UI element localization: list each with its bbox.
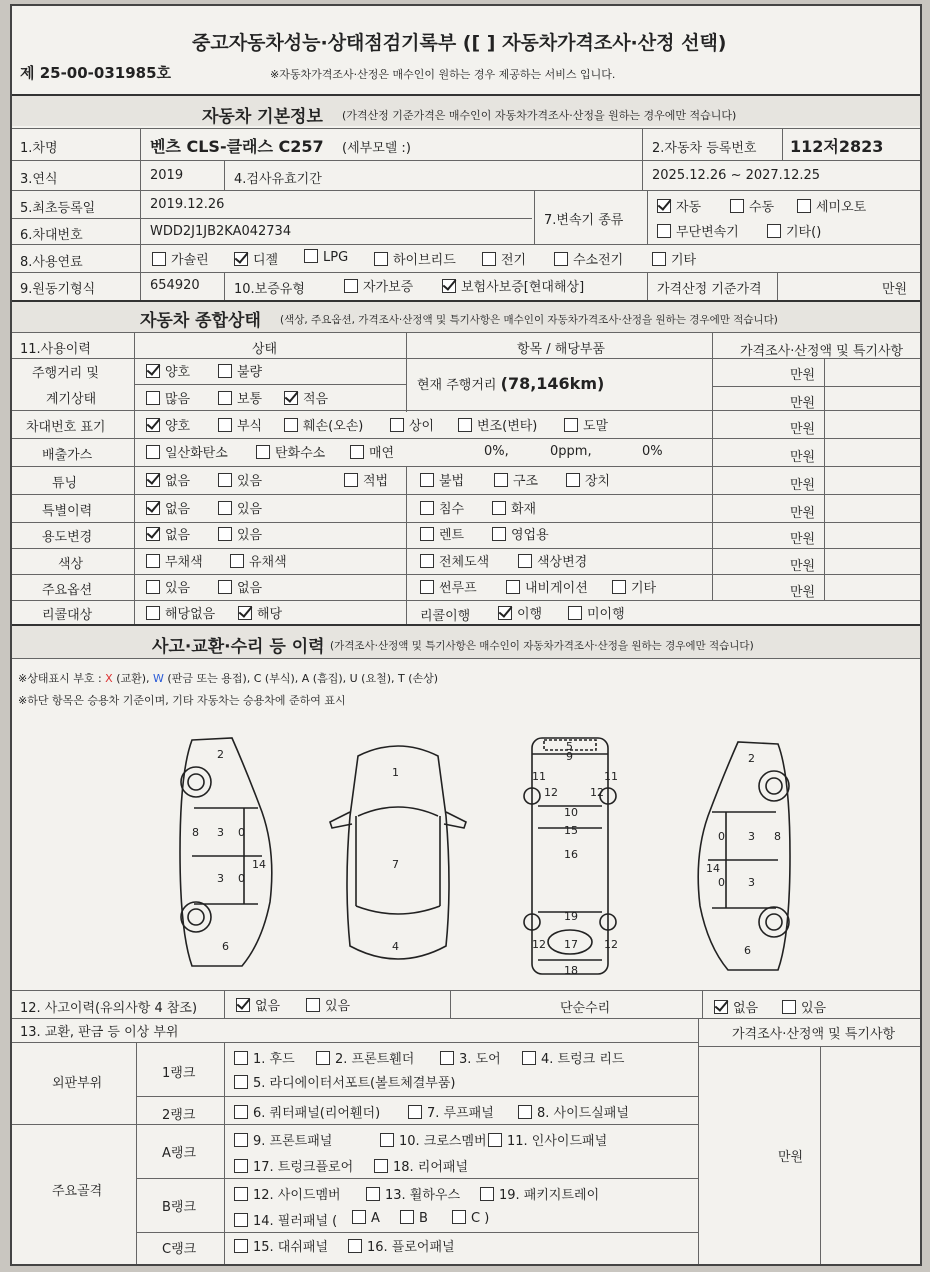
fuel-label: 8.사용연료 — [20, 255, 83, 270]
doc-number: 제 25-00-031985호 — [20, 64, 172, 82]
rB-pillar[interactable]: 14. 필러패널 ( — [234, 1210, 337, 1229]
svg-text:3: 3 — [217, 872, 224, 885]
recall-done-label: 리콜이행 — [420, 609, 471, 624]
mileage-good[interactable]: 양호 — [146, 361, 190, 380]
fuel-hydrogen[interactable]: 수소전기 — [554, 249, 623, 268]
car-top-diagram — [328, 736, 468, 972]
rB-pillar-a[interactable]: A — [352, 1210, 380, 1226]
abnormal-price-label: 가격조사·산정액 및 특기사항 — [732, 1027, 896, 1042]
car-right-side-diagram — [688, 736, 798, 976]
svg-text:12: 12 — [604, 938, 618, 951]
emission-co[interactable]: 일산화탄소 — [146, 442, 228, 461]
overall-title: 자동차 종합상태 — [140, 311, 261, 331]
svg-text:0: 0 — [238, 826, 245, 839]
svg-text:14: 14 — [252, 858, 266, 871]
price-unit-1: 만원 — [790, 368, 816, 383]
row-usage-label: 용도변경 — [42, 530, 93, 545]
svg-text:9: 9 — [566, 750, 573, 763]
color-change[interactable]: 색상변경 — [518, 551, 587, 570]
vin-damaged[interactable]: 훼손(오손) — [284, 415, 363, 434]
svg-text:12: 12 — [532, 938, 546, 951]
trans-semi[interactable]: 세미오토 — [797, 196, 866, 215]
reg-label: 2.자동차 등록번호 — [652, 141, 757, 156]
gauge-normal[interactable]: 보통 — [218, 388, 262, 407]
row-gauge-label: 계기상태 — [46, 392, 97, 407]
options-etc[interactable]: 기타 — [612, 577, 656, 596]
rB-pillar-c[interactable]: C ) — [452, 1210, 489, 1226]
abnormal-price-unit: 만원 — [778, 1150, 804, 1165]
rA-inside-panel[interactable]: 11. 인사이드패널 — [488, 1130, 607, 1149]
rA-rear-panel[interactable]: 18. 리어패널 — [374, 1156, 468, 1175]
rA-cross-member[interactable]: 10. 크로스멤버 — [380, 1130, 487, 1149]
gauge-few[interactable]: 적음 — [284, 388, 328, 407]
usage-business[interactable]: 영업용 — [492, 524, 549, 543]
svg-text:0: 0 — [718, 876, 725, 889]
r1-door[interactable]: 3. 도어 — [440, 1048, 501, 1067]
svg-text:14: 14 — [706, 862, 720, 875]
simple-yes[interactable]: 있음 — [782, 997, 826, 1016]
svg-text:19: 19 — [564, 910, 578, 923]
first-reg-value: 2019.12.26 — [150, 197, 225, 212]
rank2-label: 2랭크 — [162, 1108, 196, 1123]
rankC-label: C랭크 — [162, 1242, 197, 1257]
accident-title: 사고·교환·수리 등 이력 — [152, 637, 325, 657]
vin-mismatch[interactable]: 상이 — [390, 415, 434, 434]
emission-smoke[interactable]: 매연 — [350, 442, 394, 461]
svg-text:12: 12 — [544, 786, 558, 799]
rB-package-tray[interactable]: 19. 패키지트레이 — [480, 1184, 599, 1203]
col-item: 항목 / 해당부품 — [517, 342, 605, 357]
tuning-legal[interactable]: 적법 — [344, 470, 388, 489]
simple-none[interactable]: 없음 — [714, 997, 758, 1016]
rB-pillar-b[interactable]: B — [400, 1210, 428, 1226]
trans-auto[interactable]: 자동 — [657, 196, 701, 215]
price-unit-5: 만원 — [790, 478, 816, 493]
abnormal-label: 13. 교환, 판금 등 이상 부위 — [20, 1025, 179, 1040]
rC-floor-panel[interactable]: 16. 플로어패널 — [348, 1236, 455, 1255]
basic-title: 자동차 기본정보 — [202, 107, 323, 127]
recall-not-done[interactable]: 미이행 — [568, 603, 625, 622]
year-label: 3.연식 — [20, 172, 58, 187]
svg-text:10: 10 — [564, 806, 578, 819]
accident-note: (가격조사·산정액 및 특기사항은 매수인이 자동차가격조사·산정을 원하는 경우에만 적습니다) — [330, 640, 754, 652]
main-frame-label: 주요골격 — [52, 1184, 103, 1199]
rankB-label: B랭크 — [162, 1200, 197, 1215]
emission-hc[interactable]: 탄화수소 — [256, 442, 325, 461]
fuel-hybrid[interactable]: 하이브리드 — [374, 249, 456, 268]
model-sub: (세부모델 :) — [342, 141, 411, 156]
color-achromatic[interactable]: 무채색 — [146, 551, 203, 570]
price-unit-2: 만원 — [790, 396, 816, 411]
price-unit-7: 만원 — [790, 532, 816, 547]
special-none[interactable]: 없음 — [146, 498, 190, 517]
service-notice: ※자동차가격조사·산정은 매수인이 원하는 경우 제공하는 서비스 입니다. — [270, 68, 616, 81]
hist-yes[interactable]: 있음 — [306, 995, 350, 1014]
tuning-yes[interactable]: 있음 — [218, 470, 262, 489]
col-history: 11.사용이력 — [20, 342, 91, 357]
svg-text:16: 16 — [564, 848, 578, 861]
engine-label: 9.원동기형식 — [20, 282, 96, 297]
row-mileage-label: 주행거리 및 — [32, 366, 99, 381]
tuning-structure[interactable]: 구조 — [494, 470, 538, 489]
r1-hood[interactable]: 1. 후드 — [234, 1048, 295, 1067]
legend-line2: ※하단 항목은 승용차 기준이며, 기타 자동차는 승용차에 준하여 표시 — [18, 694, 346, 707]
col-state: 상태 — [252, 342, 278, 357]
vin-altered[interactable]: 변조(변타) — [458, 415, 537, 434]
row-color-label: 색상 — [58, 557, 84, 572]
tuning-device[interactable]: 장치 — [566, 470, 610, 489]
legend-line1: ※상태표시 부호 : X (교환), W (판금 또는 용접), C (부식), A (흠집), U (요철), T (손상) — [18, 672, 439, 685]
trans-cvt[interactable]: 무단변속기 — [657, 221, 739, 240]
model-value: 벤츠 CLS-클래스 C257 — [150, 137, 324, 156]
emission-co-value: 0%, — [484, 444, 509, 459]
row-options-label: 주요옵션 — [42, 583, 93, 598]
vin-painted[interactable]: 도말 — [564, 415, 608, 434]
usage-yes[interactable]: 있음 — [218, 524, 262, 543]
form-title: 중고자동차성능·상태점검기록부 ([ ] 자동차가격조사·산정 선택) — [192, 32, 727, 54]
svg-text:4: 4 — [392, 940, 399, 953]
recall-na[interactable]: 해당없음 — [146, 603, 215, 622]
car-frame-diagram — [518, 736, 622, 976]
price-unit: 만원 — [882, 282, 908, 297]
options-yes[interactable]: 있음 — [146, 577, 190, 596]
engine-value: 654920 — [150, 278, 200, 293]
options-no[interactable]: 없음 — [218, 577, 262, 596]
emission-hc-value: 0ppm, — [550, 444, 592, 459]
row-recall-label: 리콜대상 — [42, 608, 93, 623]
vin-label: 6.차대번호 — [20, 228, 83, 243]
svg-text:11: 11 — [604, 770, 618, 783]
rC-dash-panel[interactable]: 15. 대쉬패널 — [234, 1236, 328, 1255]
trans-etc[interactable]: 기타() — [767, 221, 821, 240]
basic-note: (가격산정 기준가격은 매수인이 자동차가격조사·산정을 원하는 경우에만 적습니다) — [342, 109, 737, 122]
svg-text:2: 2 — [217, 748, 224, 761]
trans-manual[interactable]: 수동 — [730, 196, 774, 215]
options-navi[interactable]: 내비게이션 — [506, 577, 588, 596]
gauge-many[interactable]: 많음 — [146, 388, 190, 407]
svg-text:6: 6 — [744, 944, 751, 957]
warranty-label: 10.보증유형 — [234, 282, 305, 297]
svg-text:6: 6 — [222, 940, 229, 953]
svg-text:3: 3 — [748, 876, 755, 889]
special-fire[interactable]: 화재 — [492, 498, 536, 517]
tuning-illegal[interactable]: 불법 — [420, 470, 464, 489]
price-unit-9: 만원 — [790, 585, 816, 600]
outer-panel-label: 외판부위 — [52, 1076, 103, 1091]
vin-value: WDD2J1JB2KA042734 — [150, 224, 292, 239]
mileage-bad[interactable]: 불량 — [218, 361, 262, 380]
rank1-label: 1랭크 — [162, 1066, 196, 1081]
svg-text:11: 11 — [532, 770, 546, 783]
vin-corrosion[interactable]: 부식 — [218, 415, 262, 434]
car-left-side-diagram — [172, 732, 282, 972]
price-unit-3: 만원 — [790, 422, 816, 437]
svg-text:1: 1 — [392, 766, 399, 779]
vin-good[interactable]: 양호 — [146, 415, 190, 434]
svg-text:12: 12 — [590, 786, 604, 799]
warranty-insurance[interactable]: 보험사보증[현대해상] — [442, 276, 584, 295]
r2-quarter[interactable]: 6. 쿼터패널(리어휀더) — [234, 1102, 380, 1121]
color-full-paint[interactable]: 전체도색 — [420, 551, 489, 570]
svg-text:18: 18 — [564, 964, 578, 976]
model-label: 1.차명 — [20, 141, 58, 156]
svg-text:3: 3 — [748, 830, 755, 843]
svg-text:8: 8 — [774, 830, 781, 843]
row-vin-label: 차대번호 표기 — [26, 420, 106, 435]
options-sunroof[interactable]: 썬루프 — [420, 577, 477, 596]
price-unit-6: 만원 — [790, 506, 816, 521]
special-yes[interactable]: 있음 — [218, 498, 262, 517]
fuel-electric[interactable]: 전기 — [482, 249, 526, 268]
r1-fender[interactable]: 2. 프론트휀더 — [316, 1048, 414, 1067]
rB-wheel-house[interactable]: 13. 휠하우스 — [366, 1184, 460, 1203]
row-tuning-label: 튜닝 — [52, 476, 78, 491]
first-reg-label: 5.최초등록일 — [20, 201, 96, 216]
trans-label: 7.변속기 종류 — [544, 213, 624, 228]
svg-text:0: 0 — [718, 830, 725, 843]
mileage-current: 현재 주행거리 (78,146km) — [417, 374, 605, 393]
svg-text:8: 8 — [192, 826, 199, 839]
svg-text:17: 17 — [564, 938, 578, 951]
fuel-etc[interactable]: 기타 — [652, 249, 696, 268]
price-unit-4: 만원 — [790, 450, 816, 465]
svg-text:5: 5 — [566, 740, 573, 753]
reg-value: 112저2823 — [790, 137, 884, 156]
hist-none[interactable]: 없음 — [236, 995, 280, 1014]
inspection-form — [10, 4, 922, 1266]
fuel-gasoline[interactable]: 가솔린 — [152, 249, 209, 268]
r2-roof[interactable]: 7. 루프패널 — [408, 1102, 494, 1121]
fuel-diesel[interactable]: 디젤 — [234, 249, 278, 268]
rA-front-panel[interactable]: 9. 프론트패널 — [234, 1130, 332, 1149]
hist-label: 12. 사고이력(유의사항 4 참조) — [20, 1001, 198, 1016]
usage-none[interactable]: 없음 — [146, 524, 190, 543]
svg-text:2: 2 — [748, 752, 755, 765]
tuning-none[interactable]: 없음 — [146, 470, 190, 489]
svg-text:15: 15 — [564, 824, 578, 837]
special-flood[interactable]: 침수 — [420, 498, 464, 517]
r1-trunk[interactable]: 4. 트렁크 리드 — [522, 1048, 624, 1067]
rankA-label: A랭크 — [162, 1146, 197, 1161]
overall-note: (색상, 주요옵션, 가격조사·산정액 및 특기사항은 매수인이 자동차가격조사·산정을 원하는 경우에만 적습니다) — [280, 314, 778, 326]
warranty-self[interactable]: 자가보증 — [344, 276, 413, 295]
price-label: 가격산정 기준가격 — [657, 282, 762, 297]
rB-side-member[interactable]: 12. 사이드멤버 — [234, 1184, 341, 1203]
svg-text:7: 7 — [392, 858, 399, 871]
usage-rent[interactable]: 렌트 — [420, 524, 464, 543]
fuel-lpg[interactable]: LPG — [304, 249, 348, 265]
year-value: 2019 — [150, 168, 184, 183]
rA-trunk-floor[interactable]: 17. 트렁크플로어 — [234, 1156, 353, 1175]
inspect-label: 4.검사유효기간 — [234, 172, 322, 187]
r2-side-sill[interactable]: 8. 사이드실패널 — [518, 1102, 629, 1121]
recall-applicable[interactable]: 해당 — [238, 603, 282, 622]
row-special-label: 특별이력 — [42, 504, 93, 519]
row-emission-label: 배출가스 — [42, 448, 93, 463]
r1-radiator[interactable]: 5. 라디에이터서포트(볼트체결부품) — [234, 1072, 456, 1091]
recall-done[interactable]: 이행 — [498, 603, 542, 622]
emission-smoke-value: 0% — [642, 444, 663, 459]
inspect-value: 2025.12.26 ~ 2027.12.25 — [652, 168, 821, 183]
simple-repair-label: 단순수리 — [560, 1001, 611, 1016]
price-unit-8: 만원 — [790, 559, 816, 574]
svg-text:3: 3 — [217, 826, 224, 839]
color-chromatic[interactable]: 유채색 — [230, 551, 287, 570]
svg-text:0: 0 — [238, 872, 245, 885]
col-price: 가격조사·산정액 및 특기사항 — [740, 344, 904, 359]
